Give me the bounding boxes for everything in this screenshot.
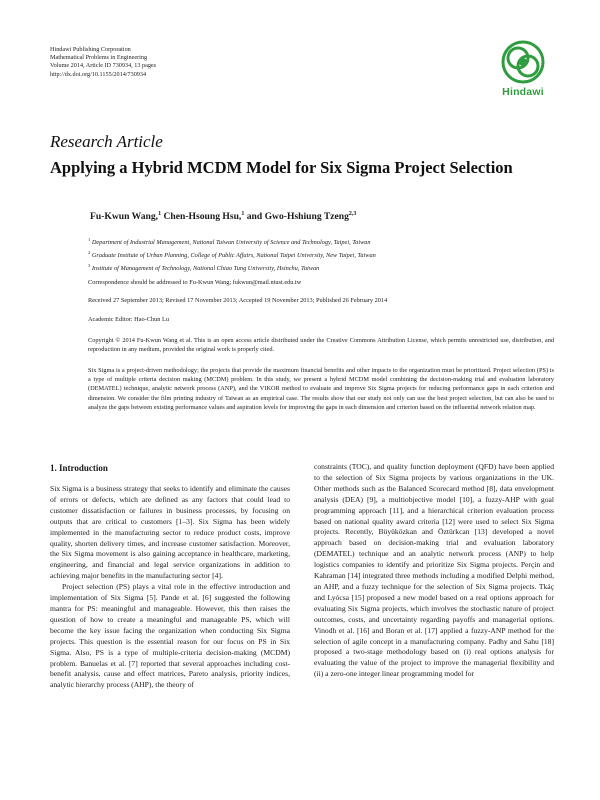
author-name: Chen-Hsoung Hsu, xyxy=(161,211,242,223)
affiliation-marker: 2 xyxy=(88,250,91,256)
affiliation-marker: 1 xyxy=(88,237,91,242)
body-paragraph: Project selection (PS) plays a vital role in the effective introduction and implementation of Six Sigma [5]. Pande et al. [6] suggested the following mantra for PS: meaningful and manageable. However, this then raises the question of how to create a meaningful and manageable PS, which will become the key issue facing the organization when conducting Six Sigma projects. This question is the essential reason for our focus on PS in Six Sigma. Also, PS is a type of multiple-criteria decision-making (MCDM) problem. Banuelas et al. [7] reported that several approaches including cost-benefit analysis, cause and effect matrices, Pareto analysis, priority indices, analytic hierarchy process (AHP), the theory of xyxy=(50,582,290,690)
article-type: Research Article xyxy=(50,132,163,151)
body-paragraph: constraints (TOC), and quality function deployment (QFD) have been applied to the selection of Six Sigma projects by various organizations in the UK. Other methods such as the Balanced Scorecard method [8], data envelopment analysis (DEA) [9], a multiobjective model [10], a fuzzy-AHP with goal programming approach [11], and a hierarchical criterion evaluation process based on national quality award criteria [12] were used to select Six Sigma projects. Recently, Büyüközkan and Öztürkcan [13] developed a novel approach based on decision-making trial and evaluation laboratory (DEMATEL) technique and an analytic network process (ANP) to help logistics companies to identify and prioritize Six Sigma projects. Perçin and Kahraman [14] integrated three methods including a modified Delphi method, an AHP, and a fuzzy technique for the selection of Six Sigma projects. Tkáç and Lyócsa [15] proposed a new model based on a real options approach for evaluating Six Sigma projects, which involves the stochastic nature of project outcomes, costs, and uncertainty regarding payoffs and managerial options. Vinodh et al. [16] and Boran et al. [17] applied a fuzzy-ANP method for the selection of agile concept in a manufacturing company. Padhy and Sahu [18] proposed a two-stage methodology based on (i) real options analysis for evaluating the value of the project to improve the managerial flexibility and (ii) a zero-one integer linear programming model for xyxy=(314,462,554,679)
right-column xyxy=(314,462,554,680)
hindawi-logo-icon xyxy=(501,40,545,84)
author-superscript: 1 xyxy=(158,211,162,217)
dates-line: Received 27 September 2013; Revised 17 November 2013; Accepted 19 November 2013; Published 26 February 2014 xyxy=(88,297,388,304)
copyright-notice: Copyright © 2014 Fu-Kwun Wang et al. This is an open access article distributed under the Creative Commons Attribution License, which permits unrestricted use, distribution, and reproduction in any medium, provided the original work is properly cited. xyxy=(88,337,554,354)
affiliation-item xyxy=(88,261,568,274)
affiliation-item xyxy=(88,248,568,261)
author-name: and Gwo-Hshiung Tzeng xyxy=(244,211,349,223)
editor-line: Academic Editor: Hao-Chun Lu xyxy=(88,316,169,323)
affiliation-item xyxy=(88,235,568,248)
left-column xyxy=(50,462,290,691)
volume-line: Volume 2014, Article ID 730934, 13 pages xyxy=(50,62,157,70)
article-title: Applying a Hybrid MCDM Model for Six Sigma Project Selection xyxy=(50,158,513,177)
affiliation-text: Graduate Institute of Urban Planning, College of Public Affairs, National Taipei University, New Taipei, Taiwan xyxy=(90,252,376,260)
body-paragraph: Six Sigma is a business strategy that seeks to identify and eliminate the causes of errors or defects, which are defined as any factors that could lead to customer dissatisfaction or failures in business processes, by focusing on outputs that are critical to customers [1–3]. Six Sigma has been widely implemented in the manufacturing sector to reduce product costs, improve quality, shorten delivery times, and increase customer satisfaction. Moreover, the Six Sigma movement is also gaining acceptance in healthcare, marketing, engineering, and financial and legal service organizations in addition to achieving major benefits in the manufacturing sector [4]. xyxy=(50,484,290,581)
affiliations xyxy=(88,235,568,274)
author-list xyxy=(90,211,356,222)
affiliation-text: Department of Industrial Management, National Taiwan University of Science and Technology, Taipei, Taiwan xyxy=(90,239,371,247)
author-superscript: 1 xyxy=(241,211,245,217)
logo-text: Hindawi xyxy=(502,86,544,98)
section-heading: 1. Introduction xyxy=(50,463,108,473)
abstract: Six Sigma is a project-driven methodology; the projects that provide the maximum financial benefits and other impacts to the organization must be prioritized. Project selection (PS) is a type of multiple criteria decision making (MCDM) problem. In this study, we present a hybrid MCDM model combining the decision-making trial and evaluation laboratory (DEMATEL) technique, analytic network process (ANP), and the VIKOR method to evaluate and improve Six Sigma projects for reducing performance gaps in each criterion and dimension. We consider the film printing industry of Taiwan as an empirical case. The results show that our study not only can use the best project selection, but can also be used to analyze the gaps between existing performance values and aspiration levels for improving the gaps in each dimension and criterion based on the influential network relation map. xyxy=(88,367,554,411)
journal-name: Mathematical Problems in Engineering xyxy=(50,54,148,62)
author-superscript: 2,3 xyxy=(348,211,357,217)
affiliation-marker: 3 xyxy=(88,263,91,269)
hindawi-logo xyxy=(492,40,554,104)
doi-link[interactable]: http://dx.doi.org/10.1155/2014/730934 xyxy=(50,70,147,78)
publisher-name: Hindawi Publishing Corporation xyxy=(50,46,131,53)
author-name: Fu-Kwun Wang, xyxy=(90,211,159,223)
affiliation-text: Institute of Management of Technology, National Chiao Tung University, Hsinchu, Taiwan xyxy=(90,265,320,273)
correspondence-line: Correspondence should be addressed to Fu-Kwun Wang; fukwun@mail.ntust.edu.tw xyxy=(88,279,302,286)
journal-info xyxy=(50,46,156,79)
